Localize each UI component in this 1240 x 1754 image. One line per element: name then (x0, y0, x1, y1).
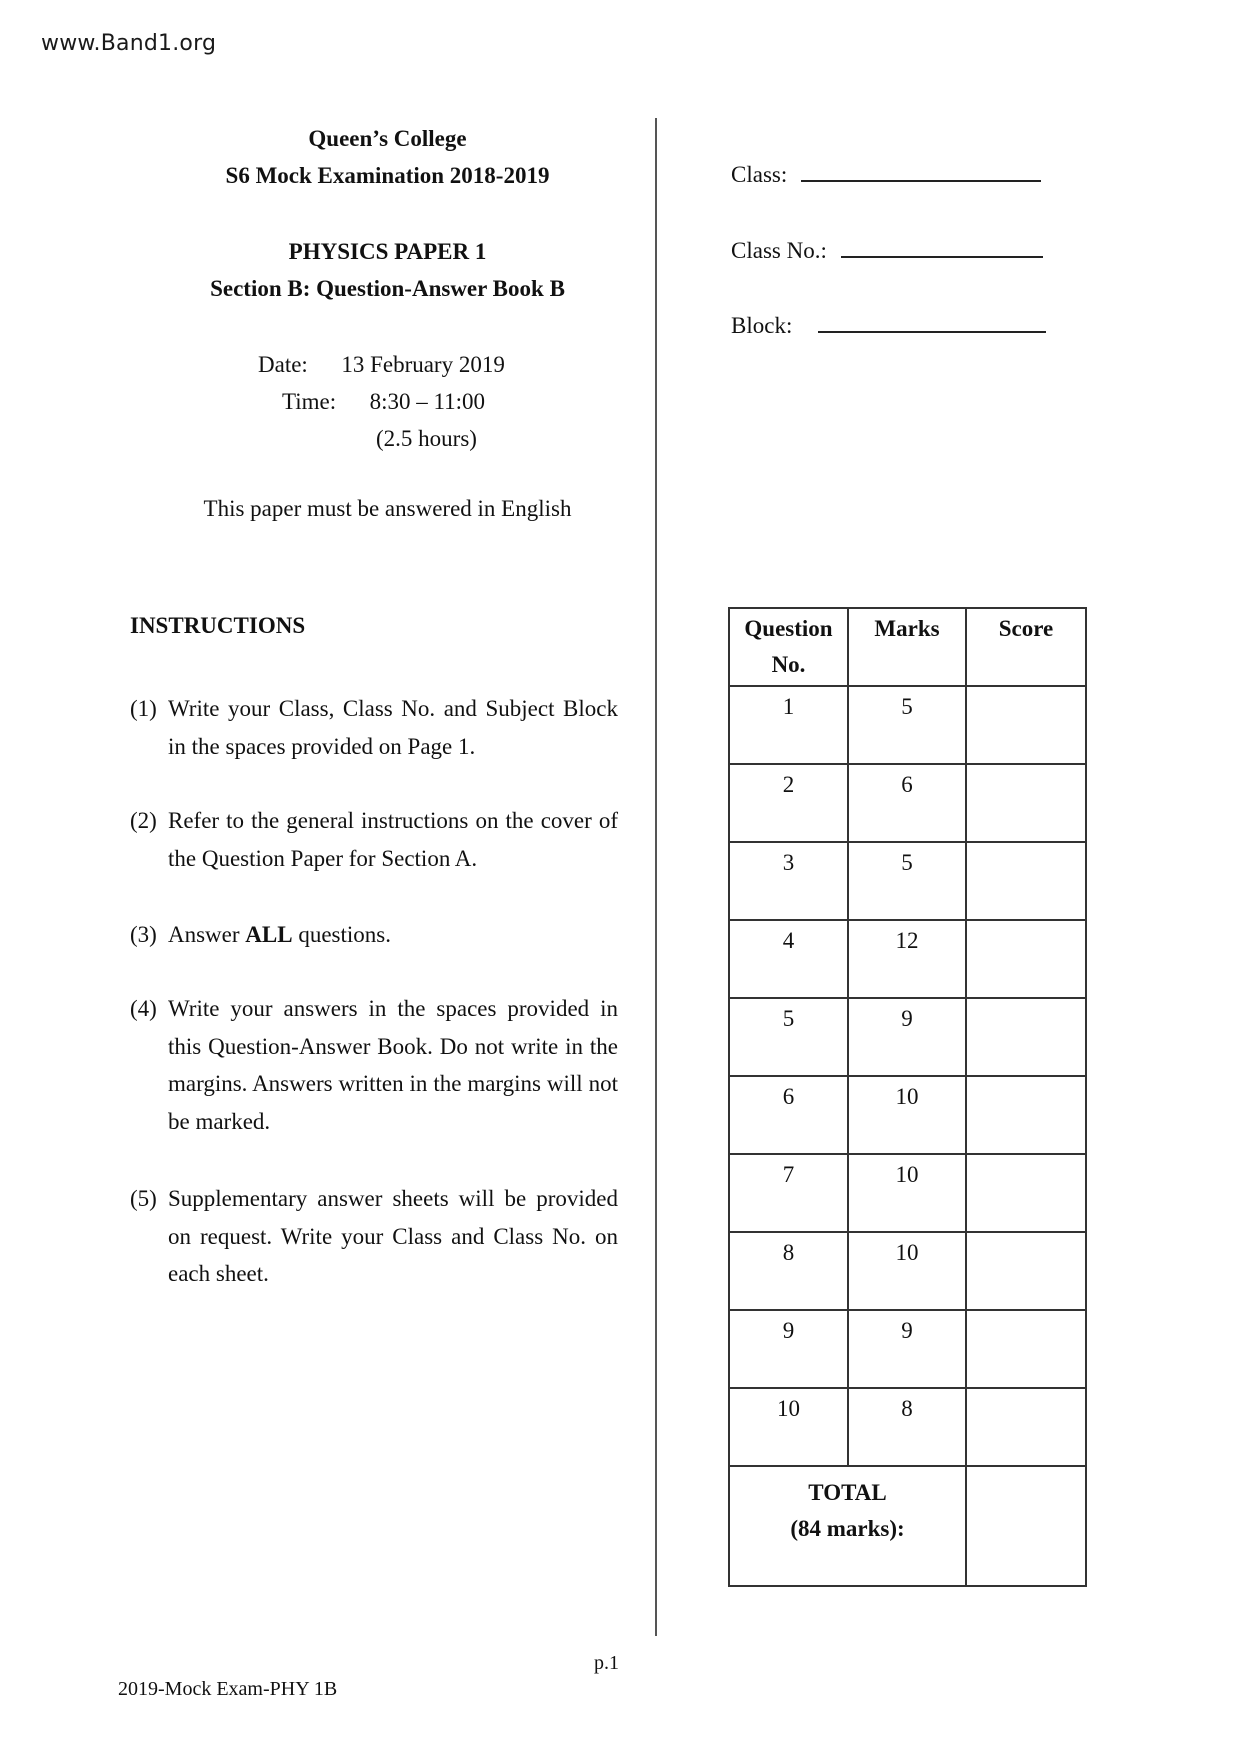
table-row (729, 1232, 1086, 1310)
score-cell[interactable] (966, 764, 1086, 842)
time-value: 8:30 – 11:00 (369, 389, 486, 414)
date-time-block (0, 346, 665, 466)
table-row (729, 764, 1086, 842)
instruction-text: Refer to the general instructions on the cover of the Question Paper for Section A. (168, 808, 618, 871)
table-row (729, 686, 1086, 764)
total-row (729, 1466, 1086, 1586)
exam-header (110, 120, 665, 194)
question-marks: 5 (848, 686, 966, 764)
question-number: 6 (729, 1076, 848, 1154)
table-row (729, 998, 1086, 1076)
total-marks: (84 marks): (790, 1516, 905, 1541)
instruction-text: Answer ALL questions. (168, 922, 391, 947)
document-code: 2019-Mock Exam-PHY 1B (118, 1678, 338, 1700)
table-row (729, 842, 1086, 920)
date-value: 13 February 2019 (341, 352, 505, 377)
question-marks: 9 (848, 1310, 966, 1388)
page-number: p.1 (594, 1652, 619, 1674)
instruction-item (130, 916, 618, 954)
instruction-item (130, 802, 618, 877)
class-no-field[interactable] (731, 238, 1043, 264)
instruction-number: (1) (130, 696, 157, 721)
total-score-cell[interactable] (966, 1466, 1086, 1586)
emphasis-all: ALL (245, 922, 293, 947)
question-number: 5 (729, 998, 848, 1076)
instruction-text: Write your Class, Class No. and Subject Block in the spaces provided on Page 1. (168, 696, 618, 759)
question-marks: 6 (848, 764, 966, 842)
language-note: This paper must be answered in English (203, 496, 572, 521)
score-cell[interactable] (966, 998, 1086, 1076)
duration: (2.5 hours) (376, 426, 477, 451)
question-marks: 5 (848, 842, 966, 920)
instruction-number: (4) (130, 996, 157, 1021)
question-number: 2 (729, 764, 848, 842)
class-no-label: Class No.: (731, 238, 827, 263)
score-cell[interactable] (966, 920, 1086, 998)
header-marks: Marks (848, 608, 966, 686)
header-score: Score (966, 608, 1086, 686)
table-row (729, 1076, 1086, 1154)
instruction-item (130, 690, 618, 765)
block-field[interactable] (731, 313, 1046, 339)
question-number: 10 (729, 1388, 848, 1466)
paper-header (110, 233, 665, 307)
table-row (729, 1388, 1086, 1466)
block-label: Block: (731, 313, 793, 338)
score-cell[interactable] (966, 1388, 1086, 1466)
block-input-line[interactable] (818, 330, 1046, 333)
class-input-line[interactable] (801, 179, 1041, 182)
score-cell[interactable] (966, 686, 1086, 764)
instruction-item (130, 1180, 618, 1293)
score-cell[interactable] (966, 1154, 1086, 1232)
question-number: 8 (729, 1232, 848, 1310)
page-divider (655, 118, 657, 1636)
section-title: Section B: Question-Answer Book B (210, 276, 565, 301)
marks-table (728, 607, 1087, 1587)
instructions-heading: INSTRUCTIONS (130, 613, 306, 638)
score-cell[interactable] (966, 842, 1086, 920)
watermark-link[interactable]: www.Band1.org (41, 31, 217, 56)
table-row (729, 920, 1086, 998)
time-label: Time: (282, 389, 337, 414)
table-row (729, 1310, 1086, 1388)
question-marks: 10 (848, 1076, 966, 1154)
paper-title: PHYSICS PAPER 1 (288, 239, 487, 264)
question-marks: 10 (848, 1232, 966, 1310)
score-cell[interactable] (966, 1232, 1086, 1310)
total-label: TOTAL (808, 1480, 887, 1505)
question-marks: 9 (848, 998, 966, 1076)
question-marks: 8 (848, 1388, 966, 1466)
class-field[interactable] (731, 162, 1041, 188)
total-label-cell (729, 1466, 966, 1586)
date-label: Date: (258, 352, 308, 377)
class-label: Class: (731, 162, 788, 187)
question-marks: 12 (848, 920, 966, 998)
exam-title: S6 Mock Examination 2018-2019 (225, 163, 550, 188)
question-number: 1 (729, 686, 848, 764)
instruction-number: (3) (130, 922, 157, 947)
question-number: 7 (729, 1154, 848, 1232)
table-row (729, 1154, 1086, 1232)
instruction-text: Supplementary answer sheets will be provided on request. Write your Class and Class No. on each sheet. (168, 1186, 618, 1286)
instruction-number: (2) (130, 808, 157, 833)
class-no-input-line[interactable] (841, 255, 1043, 258)
school-name: Queen’s College (308, 126, 467, 151)
instruction-text: Write your answers in the spaces provided in this Question-Answer Book. Do not write in the margins. Answers written in the margins will not be marked. (168, 996, 618, 1134)
question-number: 4 (729, 920, 848, 998)
score-cell[interactable] (966, 1310, 1086, 1388)
instruction-item (130, 990, 618, 1140)
score-cell[interactable] (966, 1076, 1086, 1154)
header-question-no: Question No. (729, 608, 848, 686)
question-marks: 10 (848, 1154, 966, 1232)
table-header-row (729, 608, 1086, 686)
question-number: 9 (729, 1310, 848, 1388)
instruction-number: (5) (130, 1186, 157, 1211)
question-number: 3 (729, 842, 848, 920)
